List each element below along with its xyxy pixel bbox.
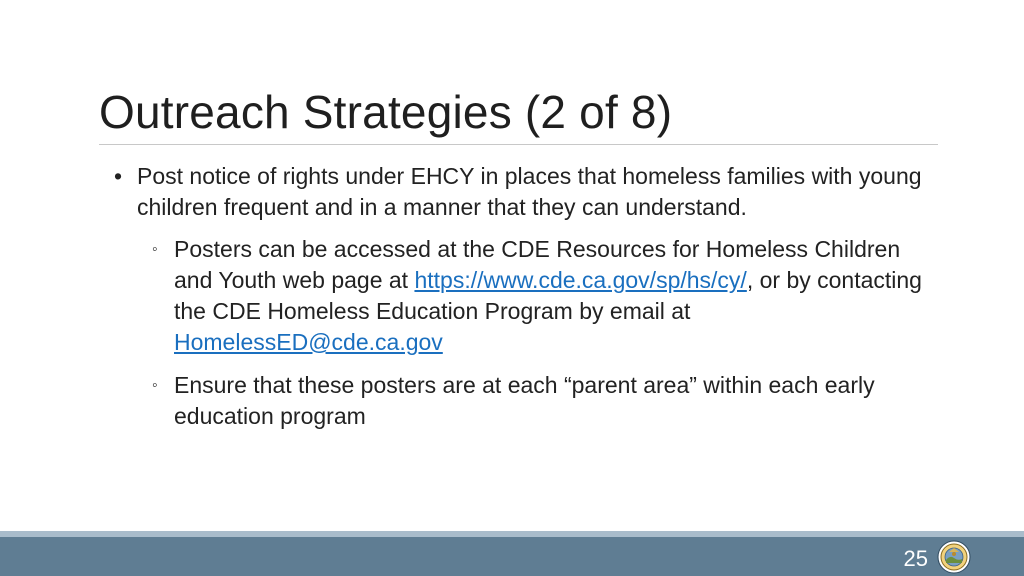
subbullet-posters-text-2: , or by contacting the CDE Homeless Education Program by email at — [174, 267, 922, 324]
subbullet-posters — [174, 234, 944, 358]
homeless-ed-email-link[interactable]: HomelessED@cde.ca.gov — [174, 329, 443, 355]
bullet-post-notice: Post notice of rights under EHCY in places that homeless families with young children frequent and in a manner that they can understand. — [137, 163, 922, 220]
subbullet-posters-text-1: Posters can be accessed at the CDE Resources for Homeless Children and Youth web page at — [174, 236, 901, 293]
subbullet-marker: ◦ — [152, 241, 158, 258]
cde-homeless-youth-link[interactable]: https://www.cde.ca.gov/sp/hs/cy/ — [414, 267, 747, 293]
bullet-marker: • — [114, 163, 123, 189]
page-number: 25 — [903, 546, 928, 571]
subbullet-parent-area: Ensure that these posters are at each “parent area” within each early education program — [174, 372, 875, 429]
state-seal-icon — [937, 540, 971, 574]
footer-bar — [0, 537, 1024, 576]
slide-title: Outreach Strategies (2 of 8) — [99, 86, 673, 138]
subbullet-marker: ◦ — [152, 377, 158, 394]
title-divider — [99, 144, 938, 145]
